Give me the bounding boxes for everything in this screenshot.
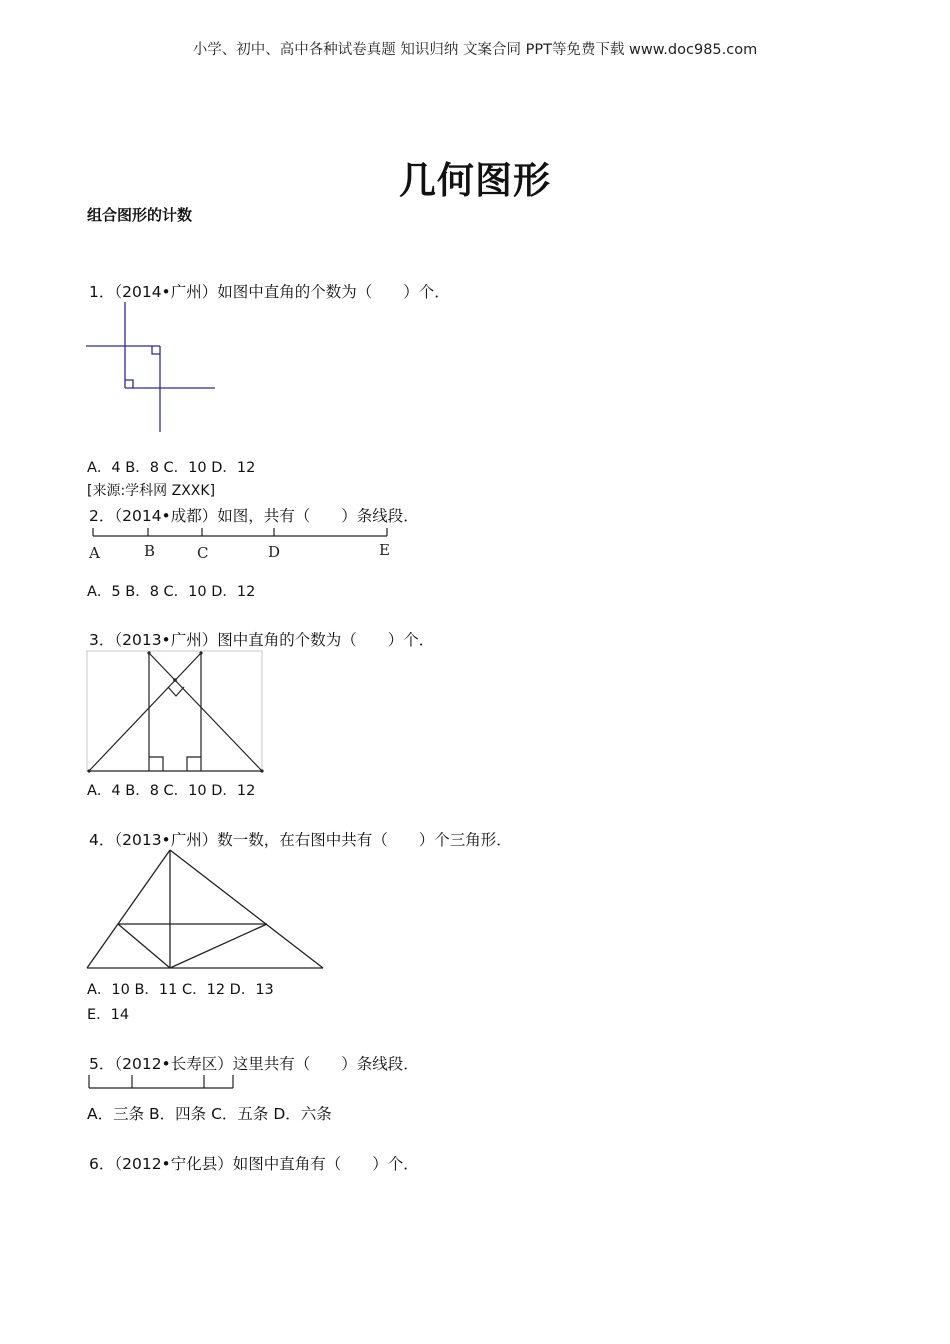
question-3-stem: 3．（2013•广州）图中直角的个数为（ ）个． — [89, 631, 435, 649]
question-6-stem: 6．（2012•宁化县）如图中直角有（ ）个． — [89, 1155, 419, 1173]
page-header: 小学、初中、高中各种试卷真题 知识归纳 文案合同 PPT等免费下载 www.doc985.com — [192, 42, 758, 58]
question-1-stem: 1．（2014•广州）如图中直角的个数为（ ）个． — [89, 283, 450, 301]
question-4-options-extra: E．14 — [87, 1007, 130, 1023]
point-label-c: C — [197, 544, 209, 562]
question-3-options: A．4 B．8 C．10 D．12 — [87, 783, 256, 799]
question-1-options: A．4 B．8 C．10 D．12 — [87, 460, 256, 476]
point-label-d: D — [268, 543, 281, 561]
question-3-figure — [86, 650, 266, 774]
question-1-figure — [86, 302, 218, 434]
question-4-options: A．10 B．11 C．12 D．13 — [87, 982, 274, 998]
question-2-stem: 2．（2014•成都）如图，共有（ ）条线段． — [89, 507, 419, 525]
question-2-figure — [86, 525, 396, 565]
question-4-figure — [86, 848, 326, 972]
question-5-stem: 5．（2012•长寿区）这里共有（ ）条线段． — [89, 1055, 419, 1073]
question-2-options: A．5 B．8 C．10 D．12 — [87, 584, 256, 600]
question-5-options: A．三条 B．四条 C．五条 D．六条 — [87, 1105, 332, 1123]
section-subtitle: 组合图形的计数 — [87, 206, 193, 224]
point-label-e: E — [379, 541, 390, 559]
question-1-source: [来源:学科网 ZXXK] — [87, 483, 216, 499]
page-title: 几何图形 — [399, 158, 551, 202]
question-5-figure — [86, 1074, 238, 1092]
point-label-a: A — [89, 544, 100, 562]
point-label-b: B — [144, 542, 156, 560]
question-4-stem: 4．（2013•广州）数一数，在右图中共有（ ）个三角形． — [89, 831, 512, 849]
